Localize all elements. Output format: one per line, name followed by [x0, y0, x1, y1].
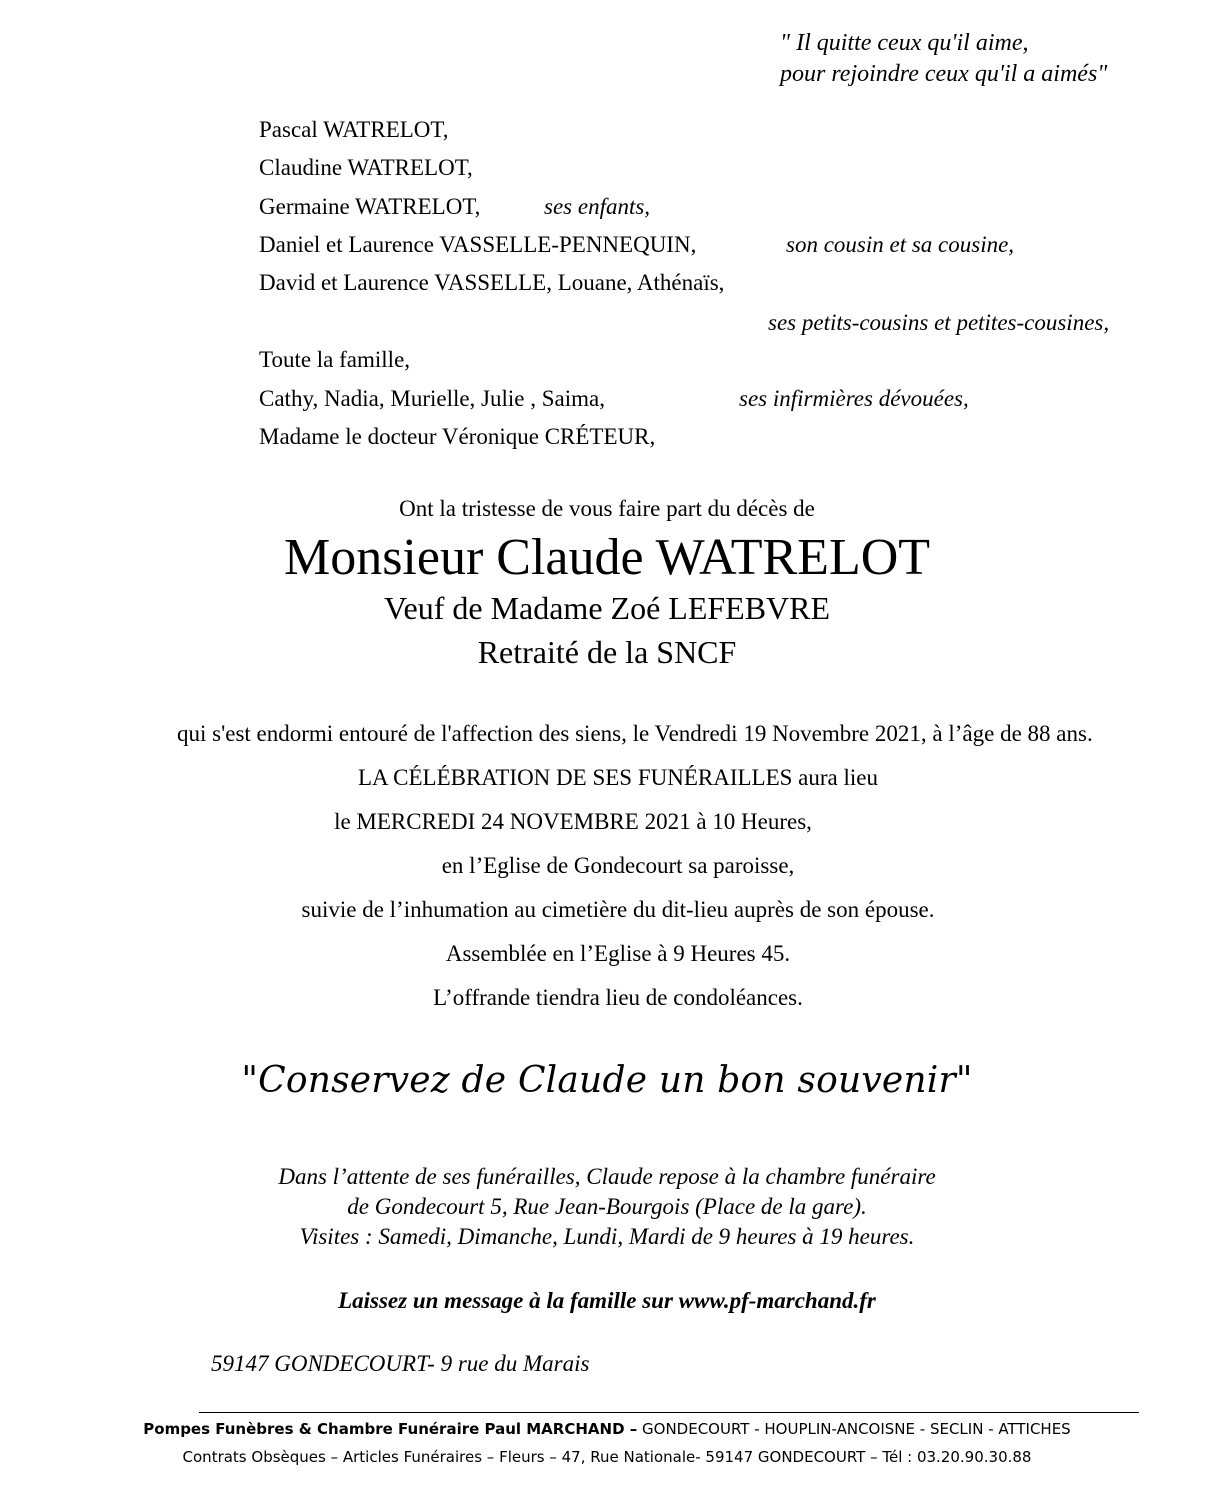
footer-divider [199, 1412, 1139, 1413]
family-role: ses petits-cousins et petites-cousines, [768, 310, 1110, 335]
burial-line: suivie de l’inhumation au cimetière du dit-lieu auprès de son épouse. [301, 897, 935, 922]
epigraph [780, 28, 1107, 90]
celebration-line: LA CÉLÉBRATION DE SES FUNÉRAILLES aura lieu [357, 765, 878, 790]
family-line: Cathy, Nadia, Murielle, Julie , Saima, [259, 386, 605, 411]
epigraph-line-1: " Il quitte ceux qu'il aime, [780, 30, 1029, 56]
family-role: ses enfants, [544, 194, 651, 219]
assembly-line: Assemblée en l’Eglise à 9 Heures 45. [445, 941, 791, 966]
widower-line: Veuf de Madame Zoé LEFEBVRE [383, 590, 831, 626]
rest-line-2: de Gondecourt 5, Rue Jean-Bourgois (Place de la gare). [347, 1194, 867, 1219]
family-line: David et Laurence VASSELLE, Louane, Athénaïs, [259, 270, 725, 295]
death-line: qui s'est endormi entouré de l'affection des siens, le Vendredi 19 Novembre 2021, à l’âge de 88 ans. [177, 721, 1093, 746]
family-line: Germaine WATRELOT, [259, 194, 481, 219]
memorial-quote: "Conservez de Claude un bon souvenir" [241, 1060, 973, 1101]
occupation-line: Retraité de la SNCF [477, 634, 737, 670]
family-line: Claudine WATRELOT, [259, 155, 473, 180]
website-message: Laissez un message à la famille sur www.pf-marchand.fr [338, 1288, 876, 1313]
family-role: son cousin et sa cousine, [786, 232, 1015, 257]
footer-company: Pompes Funèbres & Chambre Funéraire Paul MARCHAND – [143, 1420, 638, 1438]
announcement-intro: Ont la tristesse de vous faire part du décès de [399, 496, 815, 521]
church-line: en l’Eglise de Gondecourt sa paroisse, [441, 853, 795, 878]
rest-info [0, 1162, 1214, 1252]
epigraph-line-2: pour rejoindre ceux qu'il a aimés" [780, 61, 1108, 87]
family-line: Toute la famille, [259, 347, 411, 372]
address-line: 59147 GONDECOURT- 9 rue du Marais [211, 1351, 590, 1376]
date-line [0, 809, 1214, 835]
date-text: le MERCREDI 24 NOVEMBRE 2021 à 10 Heures, [334, 809, 812, 834]
footer-locations: GONDECOURT - HOUPLIN-ANCOISNE - SECLIN - ATTICHES [637, 1420, 1071, 1438]
deceased-name: Monsieur Claude WATRELOT [283, 529, 931, 586]
rest-line-1: Dans l’attente de ses funérailles, Claude repose à la chambre funéraire [278, 1164, 936, 1189]
family-line: Daniel et Laurence VASSELLE-PENNEQUIN, [259, 232, 697, 257]
rest-line-3: Visites : Samedi, Dimanche, Lundi, Mardi de 9 heures à 19 heures. [299, 1224, 915, 1249]
offering-line: L’offrande tiendra lieu de condoléances. [433, 985, 803, 1010]
family-line: Madame le docteur Véronique CRÉTEUR, [259, 424, 656, 449]
footer-line-1 [0, 1420, 1214, 1438]
family-line: Pascal WATRELOT, [259, 117, 449, 142]
footer-line-2: Contrats Obsèques – Articles Funéraires – Fleurs – 47, Rue Nationale- 59147 GONDECOURT – Tél : 03.20.90.30.88 [182, 1448, 1032, 1466]
family-role: ses infirmières dévouées, [739, 386, 969, 411]
